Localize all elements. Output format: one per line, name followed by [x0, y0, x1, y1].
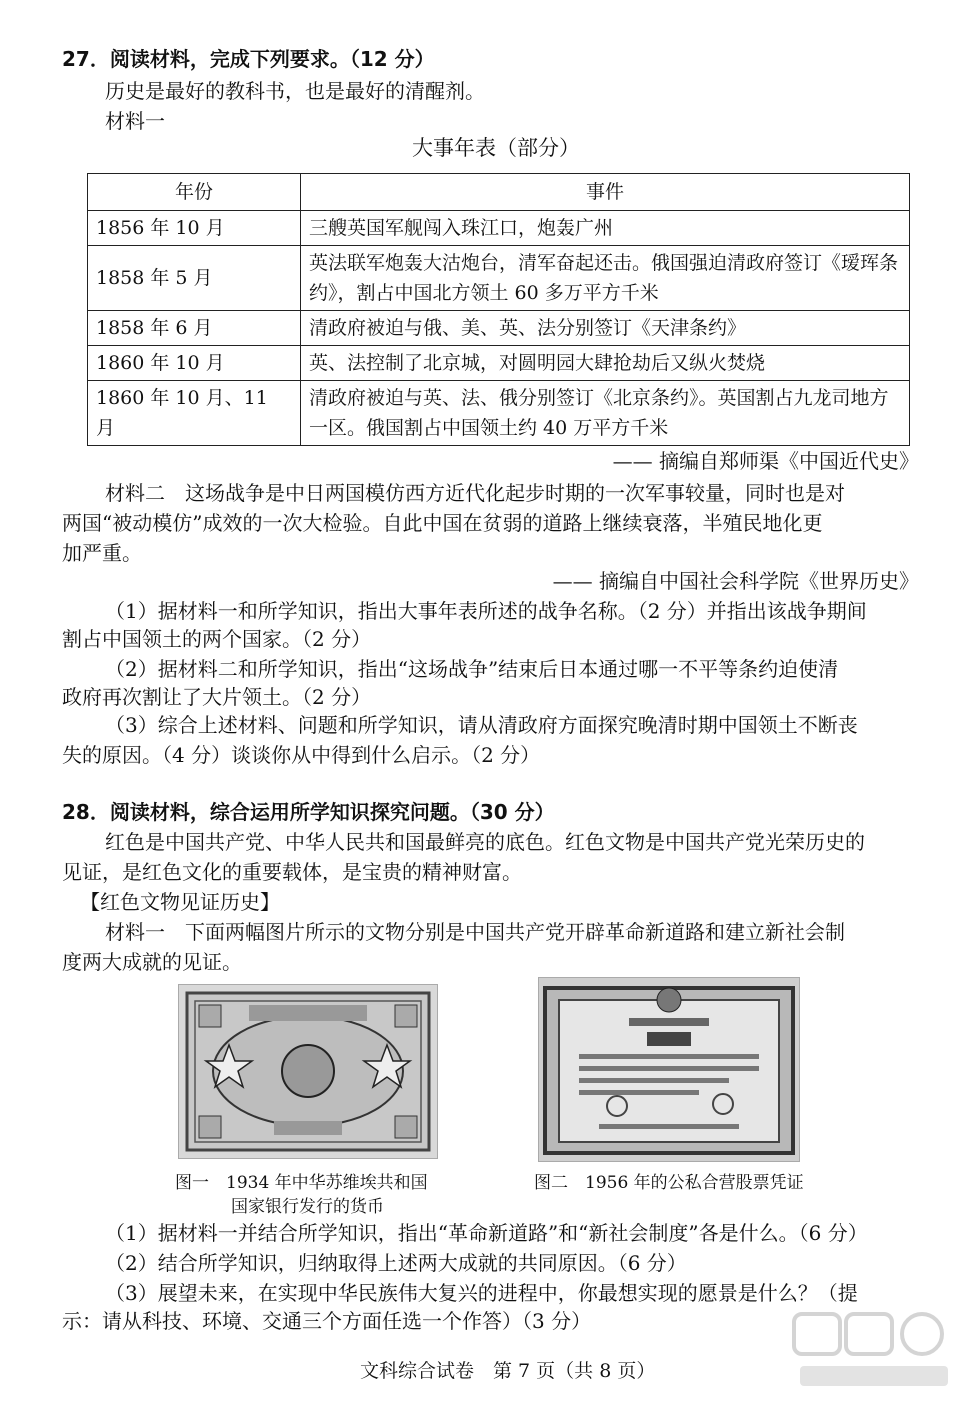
table-cell-year: 1860 年 10 月 [88, 346, 301, 381]
figure-1-caption-line1: 图一 1934 年中华苏维埃共和国 [175, 1173, 428, 1193]
table-cell-year: 1856 年 10 月 [88, 211, 301, 246]
q28-heading: 28．阅读材料，综合运用所学知识探究问题。（30 分） [62, 800, 555, 824]
table-cell-event: 英、法控制了北京城，对圆明园大肆抢劫后又纵火焚烧 [301, 346, 910, 381]
figure-2-caption: 图二 1956 年的公私合营股票凭证 [534, 1173, 804, 1193]
events-table [87, 173, 910, 446]
table-row [88, 211, 910, 246]
q28-3-line1: （3）展望未来，在实现中华民族伟大复兴的进程中，你最想实现的愿景是什么？（提 [105, 1281, 858, 1305]
q28-1: （1）据材料一并结合所学知识，指出“革命新道路”和“新社会制度”各是什么。（6 分） [105, 1221, 868, 1245]
q27-2-line2: 政府再次割让了大片领土。（2 分） [62, 685, 372, 709]
watermark-logo-icon [790, 1310, 955, 1395]
table-header-row [88, 174, 910, 211]
q27-1-line1: （1）据材料一和所学知识，指出大事年表所述的战争名称。（2 分）并指出该战争期间 [105, 599, 867, 623]
figure-2-share-certificate [538, 977, 800, 1162]
table-cell-year: 1858 年 5 月 [88, 246, 301, 311]
q27-heading: 27．阅读材料，完成下列要求。（12 分） [62, 47, 435, 71]
q27-2-line1: （2）据材料二和所学知识，指出“这场战争”结束后日本通过哪一不平等条约迫使清 [105, 657, 839, 681]
table-cell-event: 三艘英国军舰闯入珠江口，炮轰广州 [301, 211, 910, 246]
table-header-year: 年份 [88, 174, 301, 211]
q28-section-title: 【红色文物见证历史】 [80, 890, 280, 914]
q27-intro: 历史是最好的教科书，也是最好的清醒剂。 [105, 79, 485, 103]
q28-3-line2: 示：请从科技、环境、交通三个方面任选一个作答）（3 分） [62, 1309, 592, 1333]
source-2: —— 摘编自中国社会科学院《世界历史》 [552, 569, 919, 593]
banknote-image [179, 985, 437, 1158]
table-row [88, 246, 910, 311]
q27-material1-label: 材料一 [105, 109, 165, 133]
table-title: 大事年表（部分） [412, 136, 580, 160]
page-footer: 文科综合试卷 第 7 页（共 8 页） [360, 1360, 656, 1382]
q27-3-line2: 失的原因。（4 分）谈谈你从中得到什么启示。（2 分） [62, 743, 541, 767]
q28-intro-line2: 见证，是红色文化的重要载体，是宝贵的精神财富。 [62, 860, 522, 884]
figure-1-caption-line2: 国家银行发行的货币 [231, 1197, 384, 1217]
table-row [88, 346, 910, 381]
q27-1-line2: 割占中国领土的两个国家。（2 分） [62, 627, 372, 651]
watermark-logo [790, 1310, 955, 1395]
share-certificate-image [539, 978, 799, 1161]
q27-3-line1: （3）综合上述材料、问题和所学知识，请从清政府方面探究晚清时期中国领土不断丧 [105, 713, 858, 737]
table-row [88, 311, 910, 346]
q28-intro-line1: 红色是中国共产党、中华人民共和国最鲜亮的底色。红色文物是中国共产党光荣历史的 [105, 830, 865, 854]
table-row [88, 381, 910, 446]
material2-line3: 加严重。 [62, 541, 142, 565]
table-cell-year: 1860 年 10 月、11 月 [88, 381, 301, 446]
q28-material1-line1: 材料一 下面两幅图片所示的文物分别是中国共产党开辟革命新道路和建立新社会制 [105, 920, 845, 944]
q28-2: （2）结合所学知识，归纳取得上述两大成就的共同原因。（6 分） [105, 1251, 687, 1275]
figure-1-banknote [178, 984, 438, 1159]
table-cell-event: 清政府被迫与英、法、俄分别签订《北京条约》。英国割占九龙司地方一区。俄国割占中国领土约 40 万平方千米 [301, 381, 910, 446]
table-header-event: 事件 [301, 174, 910, 211]
q28-material1-line2: 度两大成就的见证。 [62, 950, 242, 974]
source-1: —— 摘编自郑师渠《中国近代史》 [612, 449, 919, 473]
material2-line2: 两国“被动模仿”成效的一次大检验。自此中国在贫弱的道路上继续衰落，半殖民地化更 [62, 511, 823, 535]
table-cell-event: 英法联军炮轰大沽炮台，清军奋起还击。俄国强迫清政府签订《瑷珲条约》，割占中国北方领土 60 多万平方千米 [301, 246, 910, 311]
table-cell-year: 1858 年 6 月 [88, 311, 301, 346]
material2-line1: 材料二 这场战争是中日两国模仿西方近代化起步时期的一次军事较量，同时也是对 [105, 481, 845, 505]
table-cell-event: 清政府被迫与俄、美、英、法分别签订《天津条约》 [301, 311, 910, 346]
